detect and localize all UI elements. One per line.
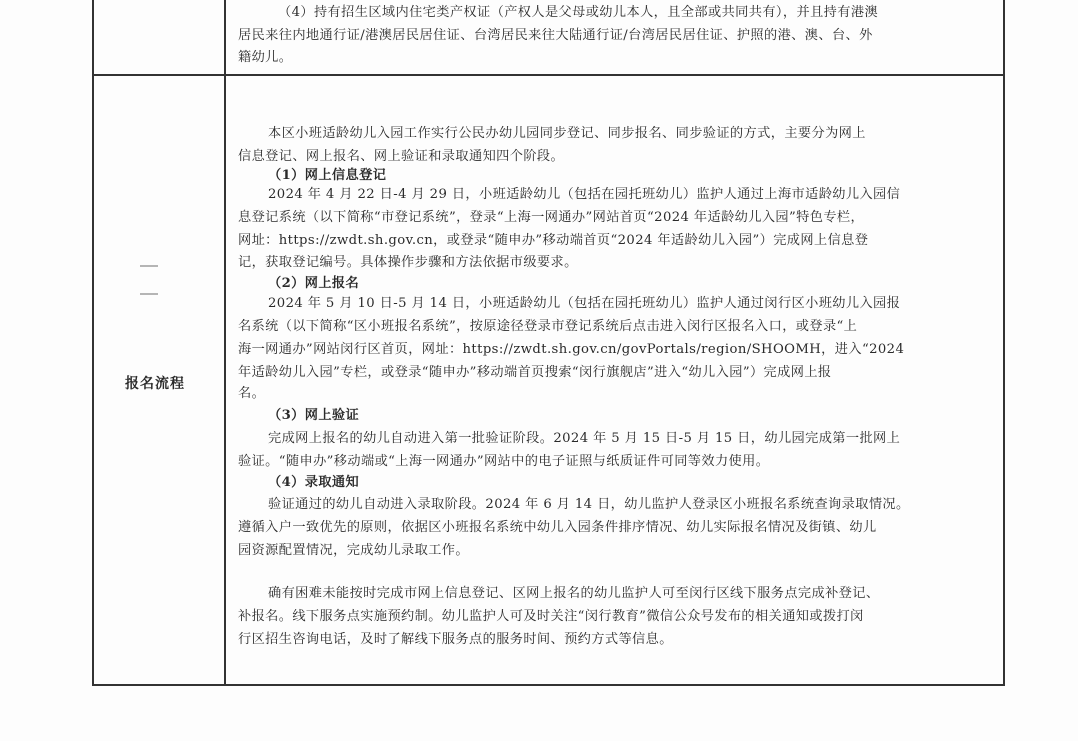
- section-4-line-3: 园资源配置情况，完成幼儿录取工作。: [238, 543, 469, 558]
- table-row-divider: [92, 74, 1005, 76]
- section-2-line-3: 海一网通办”网站闵行区首页，网址：https://zwdt.sh.gov.cn/govPortals/region/SHOOMH，进入“2024: [238, 342, 905, 357]
- section-2-line-4: 年适龄幼儿入园”专栏，或登录“随申办”移动端首页搜索“闵行旗舰店”进入“幼儿入园”）完成网上报: [238, 365, 832, 380]
- section-4-line-2: 遵循入户一致优先的原则，依据区小班报名系统中幼儿入园条件排序情况、幼儿实际报名情况及街镇、幼儿: [238, 520, 877, 535]
- intro-line-2: 信息登记、网上报名、网上验证和录取通知四个阶段。: [238, 149, 565, 164]
- section-heading-3: （3）网上验证: [268, 408, 360, 423]
- section-2-line-1: 2024 年 5 月 10 日-5 月 14 日，小班适龄幼儿（包括在园托班幼儿）监护人通过闵行区小班幼儿入园报: [268, 296, 901, 311]
- table-border-left: [92, 0, 94, 686]
- section-heading-2: （2）网上报名: [268, 276, 360, 291]
- section-4-line-1: 验证通过的幼儿自动进入录取阶段。2024 年 6 月 14 日，幼儿监护人登录区小班报名系统查询录取情况。: [268, 497, 910, 512]
- top-row-line-1: （4）持有招生区域内住宅类产权证（产权人是父母或幼儿本人，且全部或共同共有），并且持有港澳: [278, 5, 879, 20]
- intro-line-1: 本区小班适龄幼儿入园工作实行公民办幼儿园同步登记、同步报名、同步验证的方式，主要分为网上: [268, 126, 866, 141]
- table-border-bottom: [92, 684, 1005, 686]
- section-1-line-2: 息登记系统（以下简称“市登记系统”，登录“上海一网通办”网站首页“2024 年适龄幼儿入园”特色专栏，: [238, 210, 865, 225]
- table-column-divider: [224, 0, 226, 686]
- section-heading-4: （4）录取通知: [268, 475, 360, 490]
- section-1-line-4: 记，获取登记编号。具体操作步骤和方法依据市级要求。: [238, 255, 578, 270]
- closing-line-3: 行区招生咨询电话，及时了解线下服务点的服务时间、预约方式等信息。: [238, 632, 673, 647]
- section-1-line-3: 网址：https://zwdt.sh.gov.cn，或登录“随申办”移动端首页“2024 年适龄幼儿入园”）完成网上信息登: [238, 233, 869, 248]
- section-heading-1: （1）网上信息登记: [268, 168, 387, 183]
- section-1-line-1: 2024 年 4 月 22 日-4 月 29 日，小班适龄幼儿（包括在园托班幼儿）监护人通过上海市适龄幼儿入园信: [268, 187, 901, 202]
- section-3-line-2: 验证。“随申办”移动端或“上海一网通办”网站中的电子证照与纸质证件可同等效力使用。: [238, 454, 770, 469]
- top-row-line-3: 籍幼儿。: [238, 50, 293, 65]
- section-2-line-2: 名系统（以下简称“区小班报名系统”，按原途径登录市登记系统后点击进入闵行区报名入口，或登录“上: [238, 319, 858, 334]
- row-label-registration-process: 报名流程: [125, 376, 185, 392]
- section-3-line-1: 完成网上报名的幼儿自动进入第一批验证阶段。2024 年 5 月 15 日-5 月 15 日，幼儿园完成第一批网上: [268, 431, 901, 446]
- top-row-line-2: 居民来往内地通行证/港澳居民居住证、台湾居民来往大陆通行证/台湾居民居住证、护照的港、澳、台、外: [238, 28, 873, 43]
- margin-mark: [140, 293, 158, 295]
- closing-line-2: 补报名。线下服务点实施预约制。幼儿监护人可及时关注“闵行教育”微信公众号发布的相关通知或拨打闵: [238, 609, 864, 624]
- section-2-line-5: 名。: [238, 386, 266, 401]
- margin-mark: [140, 265, 158, 267]
- closing-line-1: 确有困难未能按时完成市网上信息登记、区网上报名的幼儿监护人可至闵行区线下服务点完成补登记、: [268, 586, 880, 601]
- table-border-right: [1003, 0, 1005, 686]
